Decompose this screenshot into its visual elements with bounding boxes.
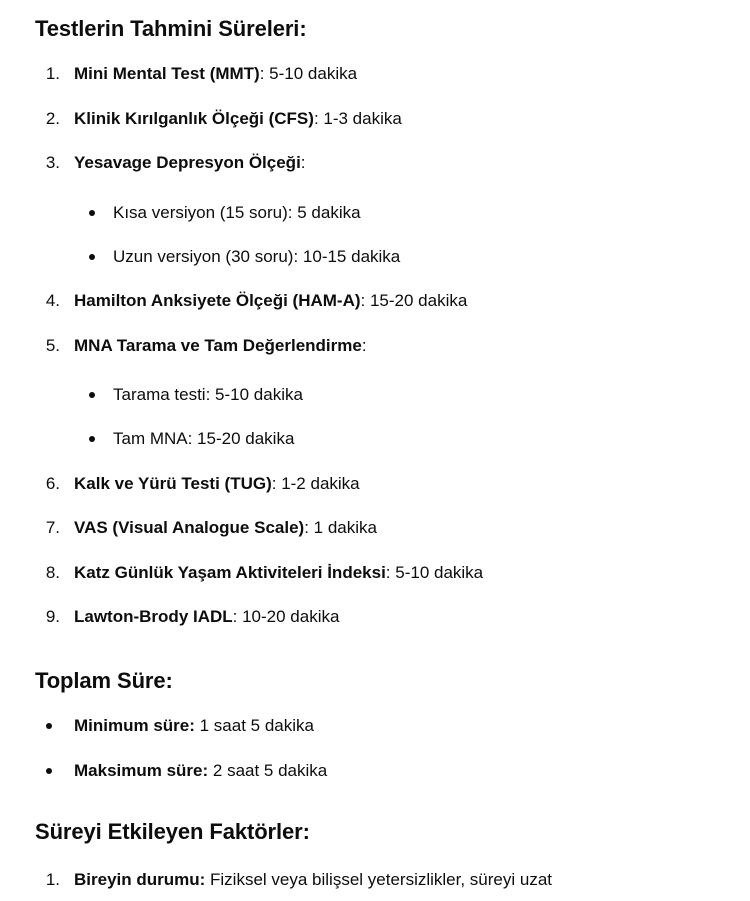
item-title: Mini Mental Test (MMT) <box>74 64 260 83</box>
item-title: Yesavage Depresyon Ölçeği <box>74 153 301 172</box>
item-title: Hamilton Anksiyete Ölçeği (HAM-A) <box>74 291 361 310</box>
list-item-tug <box>74 472 360 496</box>
item-title: Klinik Kırılganlık Ölçeği (CFS) <box>74 109 314 128</box>
item-duration: : 1-2 dakika <box>271 474 360 493</box>
item-title: Lawton-Brody IADL <box>74 607 233 626</box>
item-duration: : 5-10 dakika <box>385 563 484 582</box>
item-duration: : 5-10 dakika <box>259 64 358 83</box>
item-title: VAS (Visual Analogue Scale) <box>74 518 305 537</box>
list-item-katz <box>74 561 483 585</box>
list-number: 1. <box>45 870 60 889</box>
list-number: 5. <box>45 336 60 355</box>
item-title: MNA Tarama ve Tam Değerlendirme <box>74 336 362 355</box>
list-number: 3. <box>45 153 60 172</box>
item-title: Maksimum süre: <box>74 761 209 780</box>
list-number: 4. <box>45 291 60 310</box>
list-item-yesavage <box>74 151 306 175</box>
list-item-individual-condition <box>74 868 552 892</box>
section-heading-total-duration: Toplam Süre: <box>35 668 173 693</box>
list-item-mna <box>74 334 367 358</box>
list-item-lawton-brody <box>74 605 339 629</box>
item-title: Minimum süre: <box>74 716 195 735</box>
item-duration: : <box>361 336 367 355</box>
sub-list-item: Kısa versiyon (15 soru): 5 dakika <box>113 203 361 222</box>
section-heading-test-durations: Testlerin Tahmini Süreleri: <box>35 16 307 41</box>
item-title: Bireyin durumu: <box>74 870 206 889</box>
item-title: Kalk ve Yürü Testi (TUG) <box>74 474 272 493</box>
list-number: 9. <box>45 607 60 626</box>
list-number: 1. <box>45 64 60 83</box>
section-heading-factors: Süreyi Etkileyen Faktörler: <box>35 819 310 844</box>
bullet-dot <box>89 436 95 442</box>
item-duration: : 1-3 dakika <box>313 109 402 128</box>
list-number: 2. <box>45 109 60 128</box>
bullet-dot <box>89 210 95 216</box>
list-number: 7. <box>45 518 60 537</box>
bullet-dot <box>46 768 52 774</box>
list-number: 8. <box>45 563 60 582</box>
list-item-minimum <box>74 714 314 738</box>
list-number: 6. <box>45 474 60 493</box>
item-duration: : <box>300 153 306 172</box>
bullet-dot <box>46 723 52 729</box>
item-duration: : 1 dakika <box>304 518 377 537</box>
list-item-vas <box>74 516 377 540</box>
sub-list-item: Tam MNA: 15-20 dakika <box>113 429 295 448</box>
item-duration: 2 saat 5 dakika <box>208 761 328 780</box>
item-text: Fiziksel veya bilişsel yetersizlikler, süreyi uzat <box>205 870 553 889</box>
list-item-cfs <box>74 107 402 131</box>
item-title: Katz Günlük Yaşam Aktiviteleri İndeksi <box>74 563 386 582</box>
item-duration: 1 saat 5 dakika <box>194 716 314 735</box>
sub-list-item: Tarama testi: 5-10 dakika <box>113 385 303 404</box>
item-duration: : 10-20 dakika <box>232 607 340 626</box>
list-item-mmt <box>74 62 357 86</box>
bullet-dot <box>89 254 95 260</box>
list-item-ham-a <box>74 289 467 313</box>
sub-list-item: Uzun versiyon (30 soru): 10-15 dakika <box>113 247 401 266</box>
item-duration: : 15-20 dakika <box>360 291 468 310</box>
list-item-maximum <box>74 759 327 783</box>
bullet-dot <box>89 392 95 398</box>
